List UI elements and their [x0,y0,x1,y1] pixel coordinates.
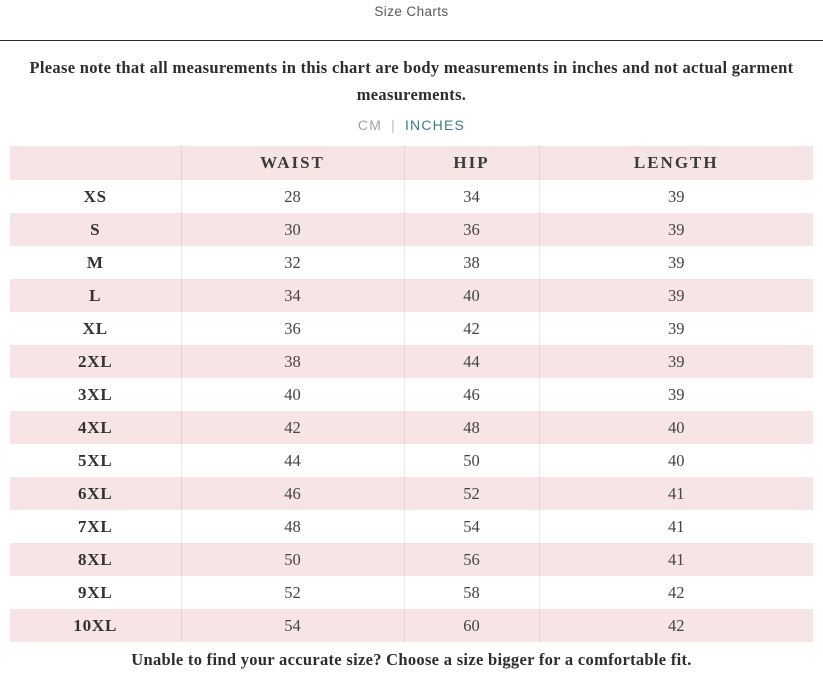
length-cell: 39 [668,186,685,206]
page-title: Size Charts [374,4,449,19]
table-row [10,609,813,642]
size-cell: S [10,213,181,246]
size-cell: M [10,246,181,279]
table-row [10,411,813,444]
waist-cell: 32 [181,246,404,279]
length-cell: 39 [668,384,685,404]
page-header [0,0,823,41]
length-cell: 42 [668,615,685,635]
size-cell: 4XL [10,411,181,444]
waist-cell: 38 [181,345,404,378]
table-row [10,279,813,312]
table-row [10,510,813,543]
size-column-header [10,146,181,180]
hip-cell: 54 [404,510,539,543]
hip-cell: 38 [404,246,539,279]
waist-cell: 42 [181,411,404,444]
hip-cell: 42 [404,312,539,345]
table-row [10,213,813,246]
table-header-row [10,146,813,180]
size-cell: XL [10,312,181,345]
size-cell: 3XL [10,378,181,411]
length-cell: 41 [668,516,685,536]
length-cell: 42 [668,582,685,602]
waist-cell: 46 [181,477,404,510]
waist-cell: 52 [181,576,404,609]
size-chart-table [10,146,813,642]
length-cell: 39 [668,219,685,239]
table-row [10,477,813,510]
size-cell: 2XL [10,345,181,378]
size-cell: 10XL [10,609,181,642]
table-row [10,444,813,477]
waist-cell: 36 [181,312,404,345]
length-column-header: LENGTH [633,153,719,172]
length-cell: 40 [668,450,685,470]
unit-separator: | [391,117,396,133]
unit-toggle [0,117,823,133]
unit-inches-option[interactable]: INCHES [404,117,466,133]
table-row [10,246,813,279]
table-row [10,180,813,213]
table-row [10,576,813,609]
hip-cell: 34 [404,180,539,213]
size-cell: 6XL [10,477,181,510]
waist-cell: 50 [181,543,404,576]
waist-cell: 44 [181,444,404,477]
hip-cell: 36 [404,213,539,246]
waist-cell: 54 [181,609,404,642]
hip-cell: 60 [404,609,539,642]
hip-cell: 40 [404,279,539,312]
waist-cell: 40 [181,378,404,411]
hip-cell: 52 [404,477,539,510]
length-cell: 40 [668,417,685,437]
length-cell: 41 [668,483,685,503]
size-cell: XS [10,180,181,213]
hip-cell: 58 [404,576,539,609]
table-row [10,378,813,411]
size-cell: 8XL [10,543,181,576]
table-row [10,543,813,576]
hip-cell: 50 [404,444,539,477]
hip-cell: 56 [404,543,539,576]
unit-cm-option[interactable]: CM [357,117,383,133]
hip-cell: 46 [404,378,539,411]
size-cell: 7XL [10,510,181,543]
waist-cell: 30 [181,213,404,246]
waist-cell: 34 [181,279,404,312]
size-cell: 5XL [10,444,181,477]
size-cell: L [10,279,181,312]
waist-cell: 28 [181,180,404,213]
hip-cell: 44 [404,345,539,378]
hip-column-header: HIP [404,146,539,180]
table-row [10,312,813,345]
length-cell: 39 [668,252,685,272]
length-cell: 39 [668,318,685,338]
size-cell: 9XL [10,576,181,609]
hip-cell: 48 [404,411,539,444]
length-cell: 39 [668,285,685,305]
measurement-note: Please note that all measurements in this chart are body measurements in inches and not actual garment measurements. [29,58,794,104]
waist-column-header: WAIST [181,146,404,180]
waist-cell: 48 [181,510,404,543]
table-row [10,345,813,378]
length-cell: 39 [668,351,685,371]
length-cell: 41 [668,549,685,569]
footer-note: Unable to find your accurate size? Choose a size bigger for a comfortable fit. [131,650,692,669]
